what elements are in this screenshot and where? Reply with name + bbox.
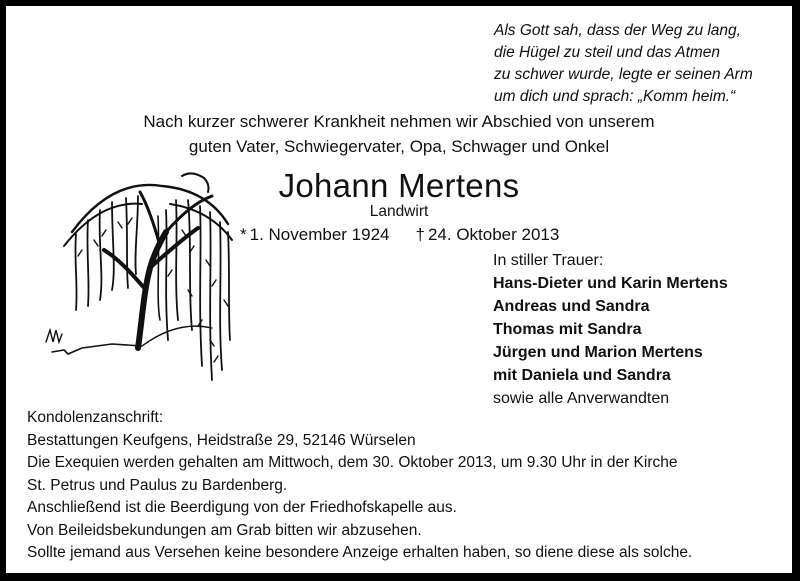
intro-line: Nach kurzer schwerer Krankheit nehmen wir Abschied von unserem <box>143 112 655 131</box>
deceased-name: Johann Mertens <box>278 167 520 204</box>
details-line: Anschließend ist die Beerdigung von der Friedhofskapelle aus. <box>27 499 457 516</box>
poem-line: Als Gott sah, dass der Weg zu lang, <box>494 22 741 39</box>
poem-line: um dich und sprach: „Komm heim.“ <box>494 88 736 105</box>
poem-line: zu schwer wurde, legte er seinen Arm <box>494 66 753 83</box>
deceased-occupation: Landwirt <box>369 203 429 220</box>
poem-line: die Hügel zu steil und das Atmen <box>494 44 721 61</box>
details-line: Bestattungen Keufgens, Heidstraße 29, 52146 Würselen <box>27 431 416 449</box>
details-line: Die Exequien werden gehalten am Mittwoch, dem 30. Oktober 2013, um 9.30 Uhr in der Kirche <box>27 454 678 471</box>
death-symbol: † <box>415 225 425 244</box>
details-line: Sollte jemand aus Versehen keine besondere Anzeige erhalten haben, so diene diese als solche. <box>27 544 693 561</box>
mourner-name: mit Daniela und Sandra <box>493 367 671 384</box>
intro-text <box>6 109 792 159</box>
life-dates <box>240 223 559 247</box>
death-date: 24. Oktober 2013 <box>427 225 560 244</box>
mourners <box>493 249 728 410</box>
mourner-name: Thomas mit Sandra <box>493 321 642 338</box>
mourners-closing: sowie alle Anverwandten <box>493 390 670 407</box>
obituary-notice <box>6 6 792 573</box>
details-line: St. Petrus und Paulus zu Bardenberg. <box>27 476 288 494</box>
details-line: Von Beileidsbekundungen am Grab bitten wir abzusehen. <box>27 521 422 539</box>
birth-date: 1. November 1924 <box>249 225 390 244</box>
birth-symbol: * <box>240 225 247 244</box>
mourner-name: Jürgen und Marion Mertens <box>493 344 703 361</box>
details-line: Kondolenzanschrift: <box>27 409 164 426</box>
poem <box>494 20 784 108</box>
weeping-willow-icon <box>42 170 242 396</box>
funeral-details <box>27 407 787 565</box>
intro-line: guten Vater, Schwiegervater, Opa, Schwager und Onkel <box>188 137 610 156</box>
mourner-name: Hans-Dieter und Karin Mertens <box>493 275 728 292</box>
mourners-heading: In stiller Trauer: <box>493 252 604 269</box>
mourner-name: Andreas und Sandra <box>493 298 650 315</box>
